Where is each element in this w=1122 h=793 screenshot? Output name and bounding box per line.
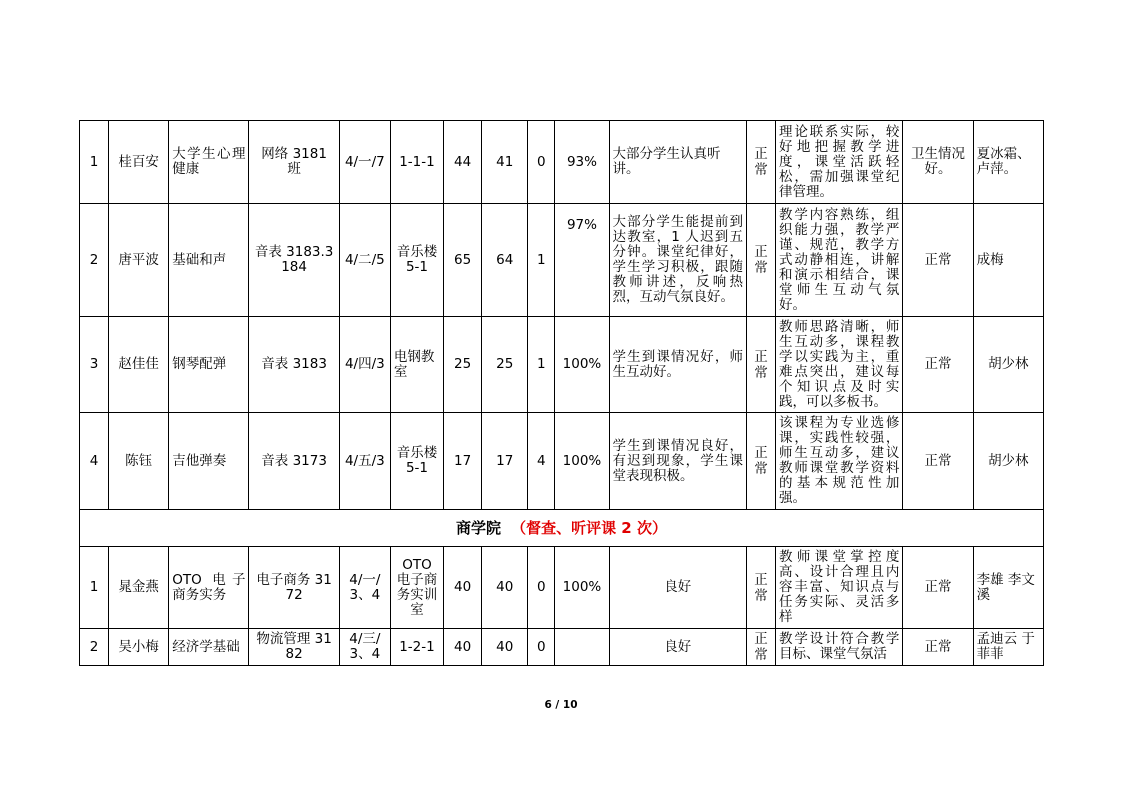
- class-name: 音表 3183: [249, 317, 339, 413]
- evaluator-names: 孟迪云 于菲菲: [973, 629, 1043, 666]
- table-row: [80, 317, 1044, 413]
- teacher-name: 吴小梅: [109, 629, 169, 666]
- attendance-note: 学生到课情况良好，有迟到现象，学生课堂表现积极。: [609, 413, 746, 510]
- class-name: 网络 3181 班: [249, 121, 339, 204]
- page-indicator: 6 / 10: [544, 699, 578, 711]
- status-text: 正常: [754, 631, 768, 663]
- hygiene-status: 正常: [903, 204, 973, 317]
- row-number: 1: [80, 547, 109, 629]
- status-cell: [746, 317, 775, 413]
- class-time: 4/一/7: [339, 121, 390, 204]
- teaching-evaluation: 理论联系实际，较好地把握教学进度，课堂活跃轻松，需加强课堂纪律管理。: [776, 121, 903, 204]
- hygiene-status: 正常: [903, 547, 973, 629]
- enrolled-count: 40: [444, 547, 482, 629]
- enrolled-count: 40: [444, 629, 482, 666]
- class-time: 4/三/3、4: [339, 629, 390, 666]
- teacher-name: 唐平波: [109, 204, 169, 317]
- late-count: 0: [528, 547, 555, 629]
- attendance-note: 良好: [609, 629, 746, 666]
- attendance-rate: 97%: [555, 204, 609, 317]
- row-number: 1: [80, 121, 109, 204]
- status-cell: [746, 121, 775, 204]
- classroom: 电钢教室: [390, 317, 443, 413]
- class-time: 4/二/5: [339, 204, 390, 317]
- present-count: 17: [482, 413, 528, 510]
- row-number: 2: [80, 204, 109, 317]
- status-cell: [746, 629, 775, 666]
- attendance-rate: 93%: [555, 121, 609, 204]
- row-number: 3: [80, 317, 109, 413]
- hygiene-status: 正常: [903, 413, 973, 510]
- class-time: 4/一/3、4: [339, 547, 390, 629]
- status-text: 正常: [754, 571, 768, 604]
- status-text: 正常: [754, 348, 768, 381]
- enrolled-count: 25: [444, 317, 482, 413]
- row-number: 4: [80, 413, 109, 510]
- classroom: 音乐楼 5-1: [390, 413, 443, 510]
- classroom: 音乐楼 5-1: [390, 204, 443, 317]
- inspection-table: [79, 120, 1044, 666]
- teaching-evaluation: 教学设计符合教学目标、课堂气氛活: [776, 629, 903, 666]
- enrolled-count: 17: [444, 413, 482, 510]
- class-time: 4/五/3: [339, 413, 390, 510]
- teacher-name: 晁金燕: [109, 547, 169, 629]
- enrolled-count: 65: [444, 204, 482, 317]
- section-note: （督查、听评课 2 次）: [511, 518, 667, 537]
- status-text: 正常: [754, 244, 768, 276]
- teaching-evaluation: 该课程为专业选修课，实践性较强，师生互动多，建议教师课堂教学资料的基本规范性加强。: [776, 413, 903, 510]
- attendance-note: 良好: [609, 547, 746, 629]
- evaluator-names: 李雄 李文溪: [973, 547, 1043, 629]
- classroom: 1-2-1: [390, 629, 443, 666]
- status-text: 正常: [754, 146, 768, 178]
- course-name: 经济学基础: [169, 629, 249, 666]
- present-count: 64: [482, 204, 528, 317]
- class-name: 物流管理 3182: [249, 629, 339, 666]
- late-count: 4: [528, 413, 555, 510]
- teaching-evaluation: 教师课堂掌控度高、设计合理且内容丰富、知识点与任务实际、灵活多样: [776, 547, 903, 629]
- status-text: 正常: [754, 445, 768, 477]
- evaluator-names: 夏冰霜、卢萍。: [973, 121, 1043, 204]
- teaching-evaluation: 教师思路清晰，师生互动多，课程教学以实践为主，重难点突出，建议每个知识点及时实践，可以多板书。: [776, 317, 903, 413]
- table-row: [80, 629, 1044, 666]
- hygiene-status: 正常: [903, 629, 973, 666]
- course-name: 钢琴配弹: [169, 317, 249, 413]
- teacher-name: 赵佳佳: [109, 317, 169, 413]
- attendance-note: 学生到课情况好，师生互动好。: [609, 317, 746, 413]
- late-count: 0: [528, 121, 555, 204]
- class-time: 4/四/3: [339, 317, 390, 413]
- class-name: 音表 3183.3184: [249, 204, 339, 317]
- section-header: [80, 510, 1044, 547]
- hygiene-status: 卫生情况好。: [903, 121, 973, 204]
- class-name: 音表 3173: [249, 413, 339, 510]
- course-name: 大学生心理健康: [169, 121, 249, 204]
- class-name: 电子商务 3172: [249, 547, 339, 629]
- section-header-row: [80, 510, 1044, 547]
- teaching-evaluation: 教学内容熟练，组织能力强，教学严谨、规范，教学方式动静相连，讲解和演示相结合，课堂师生互动气氛好。: [776, 204, 903, 317]
- attendance-rate: 100%: [555, 413, 609, 510]
- evaluator-names: 成梅: [973, 204, 1043, 317]
- status-cell: [746, 413, 775, 510]
- attendance-rate: [555, 629, 609, 666]
- table-row: [80, 121, 1044, 204]
- late-count: 1: [528, 317, 555, 413]
- teacher-name: 桂百安: [109, 121, 169, 204]
- hygiene-status: 正常: [903, 317, 973, 413]
- present-count: 41: [482, 121, 528, 204]
- present-count: 40: [482, 547, 528, 629]
- row-number: 2: [80, 629, 109, 666]
- evaluator-names: 胡少林: [973, 413, 1043, 510]
- attendance-note: 大部分学生能提前到达教室，1 人迟到五分钟。课堂纪律好，学生学习积极，跟随教师讲述，反响热烈，互动气氛良好。: [609, 204, 746, 317]
- status-cell: [746, 204, 775, 317]
- table-row: [80, 413, 1044, 510]
- course-name: 吉他弹奏: [169, 413, 249, 510]
- course-name: OTO 电子商务实务: [169, 547, 249, 629]
- attendance-rate: 100%: [555, 547, 609, 629]
- present-count: 25: [482, 317, 528, 413]
- attendance-note: 大部分学生认真听讲。: [609, 121, 746, 204]
- table-row: [80, 204, 1044, 317]
- attendance-rate: 100%: [555, 317, 609, 413]
- late-count: 0: [528, 629, 555, 666]
- section-title: 商学院: [456, 518, 502, 537]
- table-row: [80, 547, 1044, 629]
- evaluator-names: 胡少林: [973, 317, 1043, 413]
- teacher-name: 陈钰: [109, 413, 169, 510]
- late-count: 1: [528, 204, 555, 317]
- status-cell: [746, 547, 775, 629]
- classroom: OTO 电子商务实训室: [390, 547, 443, 629]
- course-name: 基础和声: [169, 204, 249, 317]
- present-count: 40: [482, 629, 528, 666]
- classroom: 1-1-1: [390, 121, 443, 204]
- enrolled-count: 44: [444, 121, 482, 204]
